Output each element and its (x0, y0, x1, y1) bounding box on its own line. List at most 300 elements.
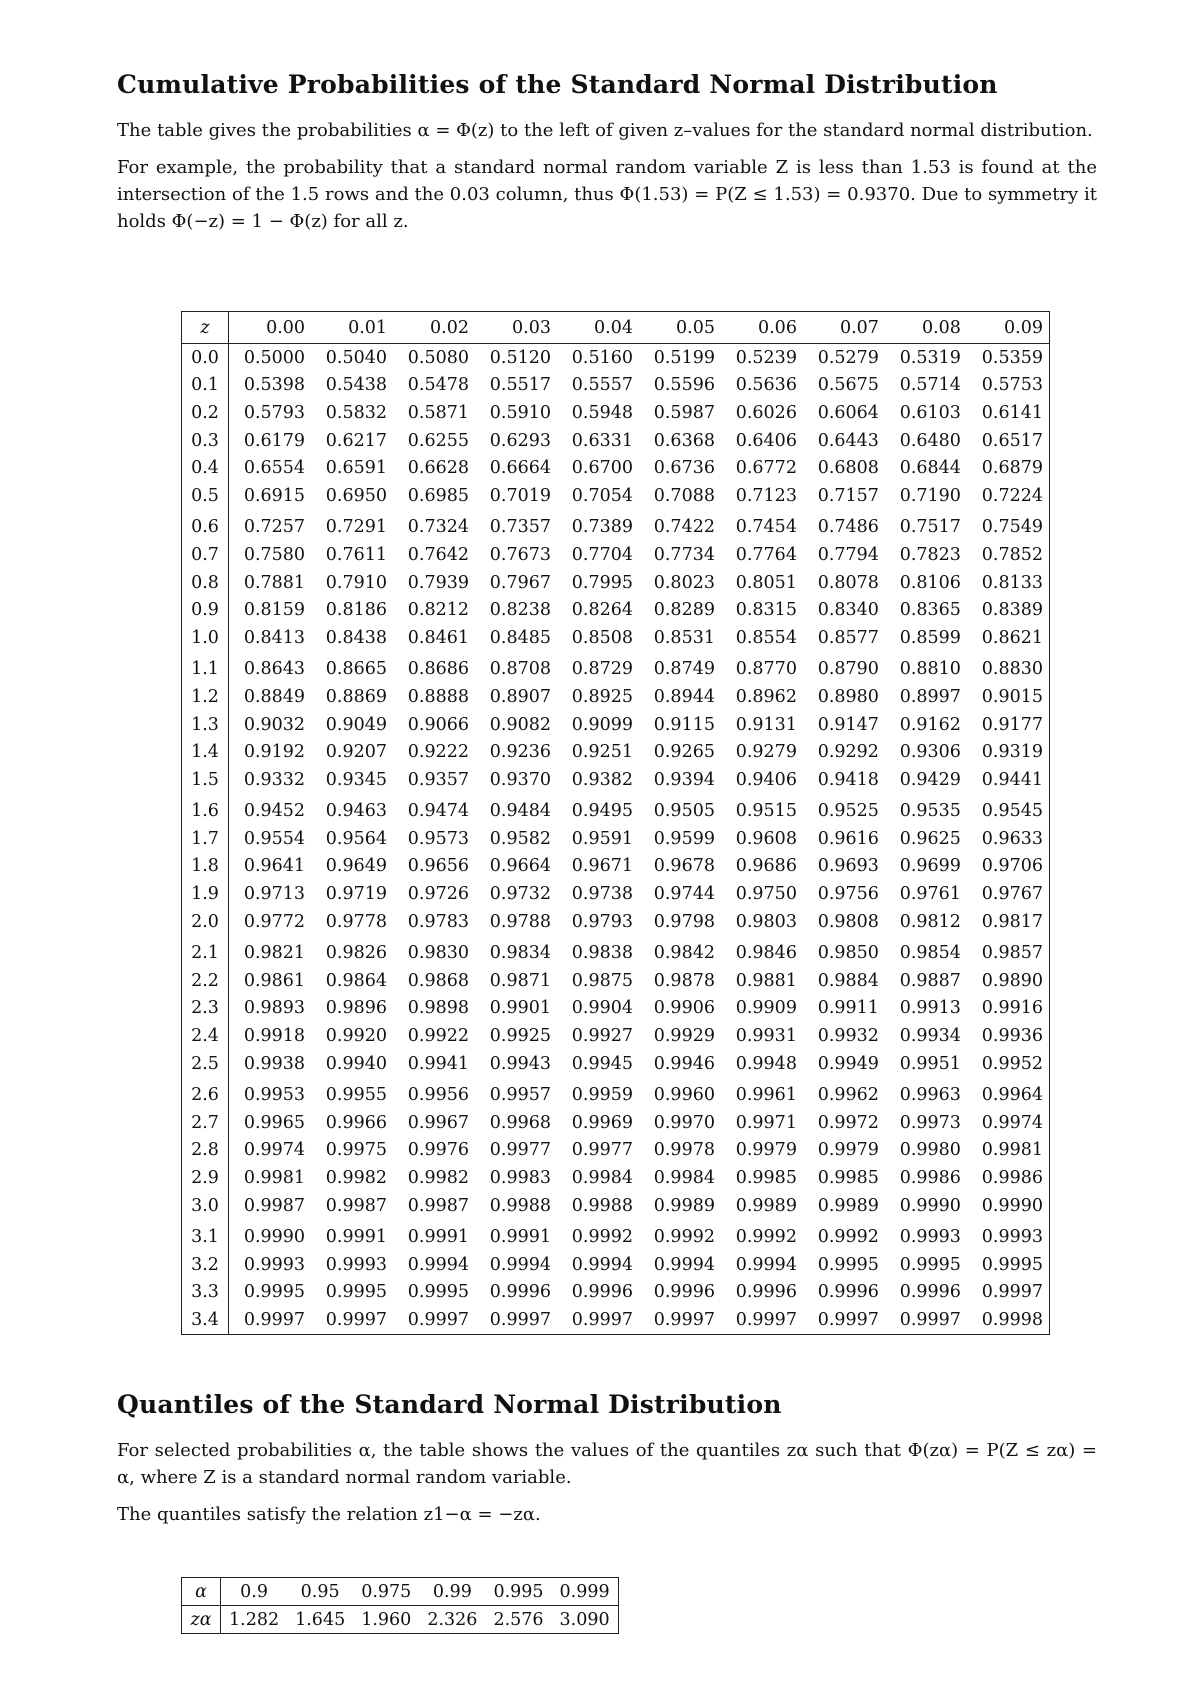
probability-cell: 0.8962 (735, 686, 797, 707)
probability-cell: 0.9985 (817, 1168, 879, 1189)
probability-cell: 0.6985 (407, 485, 470, 506)
probability-cell: 0.9945 (571, 1053, 633, 1074)
probability-cell: 0.9993 (981, 1227, 1043, 1248)
probability-cell: 0.9975 (325, 1140, 388, 1161)
row-header-z: 2.4 (182, 1022, 229, 1050)
probability-cell: 0.9744 (653, 884, 715, 905)
probability-cell: 0.5714 (899, 375, 961, 396)
probability-cell: 0.9719 (325, 884, 388, 905)
probability-cell: 0.8599 (899, 627, 961, 648)
probability-cell: 0.8665 (325, 659, 388, 680)
table-body (182, 344, 1050, 1335)
probability-cell: 0.9357 (407, 769, 470, 790)
probability-cell: 0.9394 (653, 769, 715, 790)
table-row (182, 1050, 1050, 1078)
probability-cell: 0.9994 (489, 1254, 551, 1275)
probability-cell: 0.9099 (571, 714, 633, 735)
probability-cell: 0.9981 (981, 1140, 1043, 1161)
probability-cell: 0.5000 (243, 347, 306, 368)
probability-cell: 0.9875 (571, 970, 633, 991)
probability-cell: 0.9957 (489, 1085, 551, 1106)
probability-cell: 0.9994 (653, 1254, 715, 1275)
probability-cell: 0.9767 (981, 884, 1043, 905)
row-header-z: 2.7 (182, 1109, 229, 1137)
probability-cell: 0.5398 (243, 375, 306, 396)
probability-cell: 0.9582 (489, 828, 551, 849)
probability-cell: 0.7123 (735, 485, 797, 506)
probability-cell: 0.5319 (899, 347, 961, 368)
probability-cell: 0.5120 (489, 347, 551, 368)
probability-cell: 0.8413 (243, 627, 306, 648)
probability-cell: 0.9977 (571, 1140, 633, 1161)
probability-cell: 0.9115 (653, 714, 715, 735)
alpha-value: 0.95 (300, 1581, 340, 1602)
probability-cell: 0.8133 (981, 572, 1043, 593)
probability-cell: 0.7019 (489, 485, 551, 506)
probability-cell: 0.8749 (653, 659, 715, 680)
probability-cell: 0.9906 (653, 998, 715, 1019)
probability-cell: 0.9966 (325, 1112, 388, 1133)
probability-cell: 0.9896 (325, 998, 388, 1019)
probability-cell: 0.5987 (653, 402, 715, 423)
row-header-z: 1.9 (182, 880, 229, 908)
probability-cell: 0.8729 (571, 659, 633, 680)
row-header-z: 0.5 (182, 482, 229, 510)
probability-cell: 0.9941 (407, 1053, 470, 1074)
probability-cell: 0.9484 (489, 801, 551, 822)
probability-cell: 0.9992 (735, 1227, 797, 1248)
column-header: 0.09 (1004, 317, 1043, 338)
probability-cell: 0.9993 (899, 1227, 961, 1248)
probability-cell: 0.6517 (981, 430, 1043, 451)
column-header: 0.05 (676, 317, 715, 338)
probability-cell: 0.9997 (899, 1309, 961, 1330)
probability-cell: 0.9207 (325, 742, 388, 763)
table-row (182, 1251, 1050, 1279)
probability-cell: 0.6179 (243, 430, 306, 451)
probability-cell: 0.9441 (981, 769, 1043, 790)
row-header-z: 2.9 (182, 1164, 229, 1192)
probability-cell: 0.9991 (325, 1227, 388, 1248)
probability-cell: 0.6217 (325, 430, 388, 451)
probability-cell: 0.5557 (571, 375, 633, 396)
probability-cell: 0.8485 (489, 627, 551, 648)
probability-cell: 0.7454 (735, 517, 797, 538)
probability-cell: 0.8770 (735, 659, 797, 680)
probability-cell: 0.5871 (407, 402, 470, 423)
probability-cell: 0.9564 (325, 828, 388, 849)
row-header-z: 3.0 (182, 1192, 229, 1220)
probability-cell: 0.9916 (981, 998, 1043, 1019)
probability-cell: 0.5793 (243, 402, 306, 423)
alpha-value: 0.995 (493, 1581, 544, 1602)
probability-cell: 0.9962 (817, 1085, 879, 1106)
row-header-z: 1.4 (182, 738, 229, 766)
probability-cell: 0.7967 (489, 572, 551, 593)
probability-cell: 0.9452 (243, 801, 306, 822)
probability-cell: 0.9992 (571, 1227, 633, 1248)
probability-cell: 0.8790 (817, 659, 879, 680)
row-header-z: 0.1 (182, 372, 229, 400)
quantile-value: 2.326 (427, 1609, 478, 1630)
probability-cell: 0.9292 (817, 742, 879, 763)
probability-cell: 0.9998 (981, 1309, 1043, 1330)
probability-cell: 0.9955 (325, 1085, 388, 1106)
probability-cell: 0.9382 (571, 769, 633, 790)
row-header-z: 0.3 (182, 427, 229, 455)
probability-cell: 0.9981 (243, 1168, 306, 1189)
probability-cell: 0.5359 (981, 347, 1043, 368)
probability-cell: 0.9974 (243, 1140, 306, 1161)
probability-cell: 0.9842 (653, 943, 715, 964)
probability-cell: 0.6808 (817, 458, 879, 479)
probability-cell: 0.9992 (817, 1227, 879, 1248)
row-header-z: 1.8 (182, 853, 229, 881)
table-row (182, 766, 1050, 794)
probability-cell: 0.6664 (489, 458, 551, 479)
table-row (182, 908, 1050, 936)
probability-cell: 0.8264 (571, 600, 633, 621)
probability-cell: 0.9984 (571, 1168, 633, 1189)
probability-cell: 0.9625 (899, 828, 961, 849)
probability-cell: 0.9996 (571, 1282, 633, 1303)
probability-cell: 0.9995 (243, 1282, 306, 1303)
probability-cell: 0.6628 (407, 458, 470, 479)
row-header-z: 0.9 (182, 596, 229, 624)
table-row (182, 853, 1050, 881)
probability-cell: 0.9162 (899, 714, 961, 735)
probability-cell: 0.9959 (571, 1085, 633, 1106)
probability-cell: 0.9633 (981, 828, 1043, 849)
example-paragraph: For example, the probability that a standard normal random variable Z is less than 1.53 is found at the intersection of the 1.5 rows and the 0.03 column, thus Φ(1.53) = P(Z ≤ 1.53) = 0.9370. Due to symmetry it holds Φ(−z) = 1 − Φ(z) for all z. (117, 157, 1097, 232)
probability-cell: 0.6103 (899, 402, 961, 423)
probability-cell: 0.9991 (489, 1227, 551, 1248)
probability-cell: 0.9953 (243, 1085, 306, 1106)
probability-cell: 0.9995 (981, 1254, 1043, 1275)
probability-cell: 0.5438 (325, 375, 388, 396)
probability-cell: 0.9995 (407, 1282, 470, 1303)
probability-cell: 0.9812 (899, 911, 961, 932)
probability-cell: 0.9982 (325, 1168, 388, 1189)
probability-cell: 0.8686 (407, 659, 470, 680)
probability-cell: 0.9738 (571, 884, 633, 905)
row-header-z: 2.5 (182, 1050, 229, 1078)
probability-cell: 0.9830 (407, 943, 470, 964)
probability-cell: 0.9968 (489, 1112, 551, 1133)
row-header-z: 1.0 (182, 624, 229, 652)
probability-cell: 0.5832 (325, 402, 388, 423)
probability-cell: 0.9922 (407, 1026, 470, 1047)
probability-cell: 0.8023 (653, 572, 715, 593)
probability-cell: 0.9971 (735, 1112, 797, 1133)
probability-cell: 0.5239 (735, 347, 797, 368)
probability-cell: 0.9495 (571, 801, 633, 822)
probability-cell: 0.8531 (653, 627, 715, 648)
probability-cell: 0.7939 (407, 572, 470, 593)
probability-cell: 0.9265 (653, 742, 715, 763)
probability-cell: 0.7673 (489, 544, 551, 565)
probability-cell: 0.7517 (899, 517, 961, 538)
probability-cell: 0.8944 (653, 686, 715, 707)
probability-cell: 0.9996 (817, 1282, 879, 1303)
probability-cell: 0.9817 (981, 911, 1043, 932)
probability-cell: 0.9656 (407, 856, 470, 877)
probability-cell: 0.9993 (325, 1254, 388, 1275)
column-header: 0.07 (839, 317, 879, 338)
row-header-z: 2.3 (182, 995, 229, 1023)
probability-cell: 0.8508 (571, 627, 633, 648)
probability-cell: 0.9990 (899, 1195, 961, 1216)
probability-cell: 0.9990 (981, 1195, 1043, 1216)
table-row (182, 995, 1050, 1023)
probability-cell: 0.9032 (243, 714, 306, 735)
probability-cell: 0.9979 (735, 1140, 797, 1161)
probability-cell: 0.9591 (571, 828, 633, 849)
probability-cell: 0.5517 (489, 375, 551, 396)
probability-cell: 0.9641 (243, 856, 306, 877)
table-row (182, 596, 1050, 624)
quantile-value: 2.576 (493, 1609, 544, 1630)
probability-cell: 0.9951 (899, 1053, 961, 1074)
row-header-z: 0.2 (182, 399, 229, 427)
row-header-z: 3.3 (182, 1279, 229, 1307)
probability-cell: 0.9970 (653, 1112, 715, 1133)
probability-cell: 0.9992 (653, 1227, 715, 1248)
probability-cell: 0.7549 (981, 517, 1043, 538)
probability-cell: 0.7357 (489, 517, 551, 538)
probability-cell: 0.9997 (981, 1282, 1043, 1303)
table-row (182, 1192, 1050, 1220)
probability-cell: 0.5478 (407, 375, 470, 396)
probability-cell: 0.9997 (817, 1309, 879, 1330)
quantile-row (182, 1606, 619, 1634)
row-header-z: 2.6 (182, 1077, 229, 1109)
probability-cell: 0.9678 (653, 856, 715, 877)
probability-cell: 0.9515 (735, 801, 797, 822)
probability-cell: 0.5753 (981, 375, 1043, 396)
probability-cell: 0.7764 (735, 544, 797, 565)
probability-cell: 0.9949 (817, 1053, 879, 1074)
probability-cell: 0.8389 (981, 600, 1043, 621)
intro-paragraph: The table gives the probabilities α = Φ(z) to the left of given z–values for the standard normal distribution. (117, 120, 1093, 141)
probability-cell: 0.9406 (735, 769, 797, 790)
probability-cell: 0.9997 (653, 1309, 715, 1330)
quantile-relation-paragraph: The quantiles satisfy the relation z1−α = −zα. (117, 1504, 541, 1525)
probability-cell: 0.7486 (817, 517, 879, 538)
probability-cell: 0.6293 (489, 430, 551, 451)
probability-cell: 0.9573 (407, 828, 470, 849)
row-header-z: 3.1 (182, 1219, 229, 1251)
probability-cell: 0.7088 (653, 485, 715, 506)
z-alpha-label: zα (182, 1606, 221, 1634)
probability-cell: 0.9871 (489, 970, 551, 991)
probability-cell: 0.9857 (981, 943, 1043, 964)
probability-cell: 0.8888 (407, 686, 470, 707)
probability-cell: 0.9936 (981, 1026, 1043, 1047)
probability-cell: 0.8621 (981, 627, 1043, 648)
probability-cell: 0.9772 (243, 911, 306, 932)
probability-cell: 0.8830 (981, 659, 1043, 680)
probability-cell: 0.9066 (407, 714, 470, 735)
probability-cell: 0.9332 (243, 769, 306, 790)
probability-cell: 0.9972 (817, 1112, 879, 1133)
probability-cell: 0.9878 (653, 970, 715, 991)
probability-cell: 0.9978 (653, 1140, 715, 1161)
probability-cell: 0.9911 (817, 998, 879, 1019)
probability-cell: 0.7852 (981, 544, 1043, 565)
probability-cell: 0.9826 (325, 943, 388, 964)
column-header: 0.06 (757, 317, 797, 338)
probability-cell: 0.9996 (653, 1282, 715, 1303)
probability-cell: 0.9976 (407, 1140, 470, 1161)
row-header-z: 1.2 (182, 683, 229, 711)
probability-cell: 0.9990 (243, 1227, 306, 1248)
probability-cell: 0.9082 (489, 714, 551, 735)
probability-cell: 0.9994 (735, 1254, 797, 1275)
probability-cell: 0.9996 (489, 1282, 551, 1303)
table-row (182, 541, 1050, 569)
probability-cell: 0.9726 (407, 884, 470, 905)
probability-cell: 0.9192 (243, 742, 306, 763)
row-header-z: 0.6 (182, 510, 229, 542)
probability-cell: 0.8907 (489, 686, 551, 707)
table-row (182, 652, 1050, 684)
probability-cell: 0.9015 (981, 686, 1043, 707)
probability-cell: 0.5948 (571, 402, 633, 423)
probability-cell: 0.9686 (735, 856, 797, 877)
probability-cell: 0.9948 (735, 1053, 797, 1074)
probability-cell: 0.9788 (489, 911, 551, 932)
probability-cell: 0.5040 (325, 347, 388, 368)
probability-cell: 0.9693 (817, 856, 879, 877)
probability-cell: 0.9983 (489, 1168, 551, 1189)
probability-cell: 0.9599 (653, 828, 715, 849)
column-header: 0.08 (921, 317, 961, 338)
row-header-z: 2.2 (182, 967, 229, 995)
probability-cell: 0.7257 (243, 517, 306, 538)
probability-cell: 0.9834 (489, 943, 551, 964)
probability-cell: 0.9984 (653, 1168, 715, 1189)
table-row (182, 1077, 1050, 1109)
table-row (182, 1219, 1050, 1251)
probability-cell: 0.9535 (899, 801, 961, 822)
probability-cell: 0.9985 (735, 1168, 797, 1189)
probability-cell: 0.7704 (571, 544, 633, 565)
probability-cell: 0.8159 (243, 600, 306, 621)
probability-cell: 0.9986 (899, 1168, 961, 1189)
probability-cell: 0.9649 (325, 856, 388, 877)
probability-cell: 0.9989 (653, 1195, 715, 1216)
probability-cell: 0.9898 (407, 998, 470, 1019)
probability-cell: 0.9977 (489, 1140, 551, 1161)
probability-cell: 0.9793 (571, 911, 633, 932)
row-header-z: 1.5 (182, 766, 229, 794)
probability-cell: 0.8577 (817, 627, 879, 648)
probability-cell: 0.9474 (407, 801, 470, 822)
probability-cell: 0.9854 (899, 943, 961, 964)
quantile-value: 1.960 (361, 1609, 412, 1630)
probability-cell: 0.6736 (653, 458, 715, 479)
probability-cell: 0.9989 (817, 1195, 879, 1216)
probability-cell: 0.9969 (571, 1112, 633, 1133)
probability-cell: 0.6772 (735, 458, 797, 479)
row-header-z: 1.3 (182, 711, 229, 739)
probability-cell: 0.7823 (899, 544, 961, 565)
probability-cell: 0.9463 (325, 801, 388, 822)
probability-cell: 0.9979 (817, 1140, 879, 1161)
column-header: 0.03 (512, 317, 551, 338)
probability-cell: 0.9783 (407, 911, 470, 932)
row-header-z: 0.0 (182, 344, 229, 372)
probability-cell: 0.5636 (735, 375, 797, 396)
table-row (182, 1109, 1050, 1137)
probability-cell: 0.7422 (653, 517, 715, 538)
probability-cell: 0.8869 (325, 686, 388, 707)
probability-cell: 0.9934 (899, 1026, 961, 1047)
probability-cell: 0.7734 (653, 544, 715, 565)
probability-cell: 0.9236 (489, 742, 551, 763)
probability-cell: 0.9965 (243, 1112, 306, 1133)
probability-cell: 0.9994 (571, 1254, 633, 1275)
probability-cell: 0.9973 (899, 1112, 961, 1133)
probability-cell: 0.8997 (899, 686, 961, 707)
probability-cell: 0.9761 (899, 884, 961, 905)
quantile-table (181, 1577, 619, 1634)
probability-cell: 0.9988 (489, 1195, 551, 1216)
probability-cell: 0.9909 (735, 998, 797, 1019)
section-title-quantiles: Quantiles of the Standard Normal Distribution (117, 1390, 782, 1419)
probability-cell: 0.9370 (489, 769, 551, 790)
column-header: 0.01 (348, 317, 388, 338)
probability-cell: 0.9901 (489, 998, 551, 1019)
row-header-z: 1.7 (182, 825, 229, 853)
probability-cell: 0.7291 (325, 517, 388, 538)
table-row (182, 1279, 1050, 1307)
probability-cell: 0.5080 (407, 347, 470, 368)
probability-cell: 0.6591 (325, 458, 388, 479)
probability-cell: 0.9319 (981, 742, 1043, 763)
table-row (182, 344, 1050, 372)
table-row (182, 880, 1050, 908)
probability-cell: 0.9997 (489, 1309, 551, 1330)
row-header-z: 2.1 (182, 935, 229, 967)
probability-cell: 0.9997 (735, 1309, 797, 1330)
probability-cell: 0.9980 (899, 1140, 961, 1161)
probability-cell: 0.8078 (817, 572, 879, 593)
probability-cell: 0.9884 (817, 970, 879, 991)
probability-cell: 0.9932 (817, 1026, 879, 1047)
probability-cell: 0.9049 (325, 714, 388, 735)
probability-cell: 0.9429 (899, 769, 961, 790)
probability-cell: 0.6915 (243, 485, 306, 506)
probability-cell: 0.9987 (407, 1195, 470, 1216)
probability-cell: 0.8708 (489, 659, 551, 680)
probability-cell: 0.8365 (899, 600, 961, 621)
probability-cell: 0.6879 (981, 458, 1043, 479)
probability-cell: 0.6064 (817, 402, 879, 423)
column-header-z: z (182, 312, 229, 344)
table-row (182, 1164, 1050, 1192)
probability-cell: 0.9756 (817, 884, 879, 905)
probability-cell: 0.9616 (817, 828, 879, 849)
probability-cell: 0.8925 (571, 686, 633, 707)
column-header: 0.02 (430, 317, 470, 338)
probability-cell: 0.6406 (735, 430, 797, 451)
probability-cell: 0.9418 (817, 769, 879, 790)
row-header-z: 0.8 (182, 569, 229, 597)
probability-cell: 0.9927 (571, 1026, 633, 1047)
probability-cell: 0.8212 (407, 600, 470, 621)
